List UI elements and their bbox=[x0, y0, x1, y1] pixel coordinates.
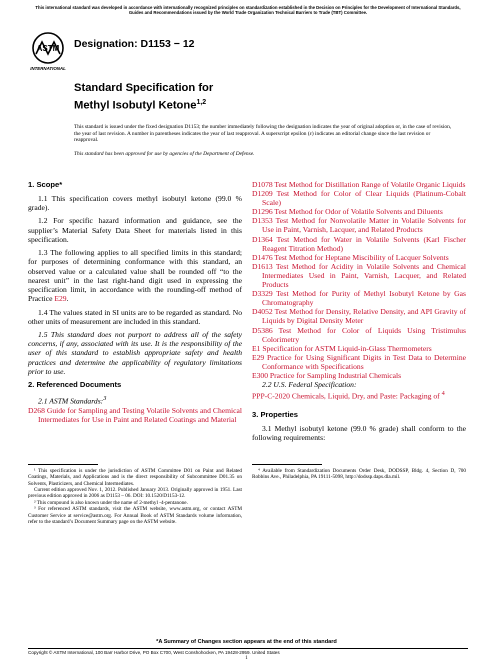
ref-code-link[interactable]: E300 bbox=[252, 370, 269, 380]
ref-code-link[interactable]: D4052 bbox=[252, 307, 273, 317]
ref-code-link[interactable]: E29 bbox=[252, 352, 265, 362]
page-number: 1 bbox=[245, 656, 248, 661]
ref-code-link[interactable]: PPP-C-2020 bbox=[252, 391, 290, 401]
footnote: ⁴ Available from Standardization Documents Order Desk, DODSSP, Bldg. 4, Section D, 700 Robbins Ave., Philadelphia, PA 19111-5098, http://dodssp.daps.dla.mil. bbox=[252, 467, 466, 481]
right-column bbox=[252, 180, 466, 481]
footnote: Current edition approved Nov. 1, 2012. Published January 2013. Originally approved in 1951. Last previous edition approved in 2006 as D1153 – 06. DOI: 10.1520/D1153-12. bbox=[28, 487, 242, 500]
ref-item: D1613 Test Method for Acidity in Volatile Solvents and Chemical Intermediates Used in Paint, Varnish, Lacquer, and Related Products bbox=[252, 261, 466, 290]
astm-logo bbox=[28, 30, 68, 76]
ref-item: PPP-C-2020 Chemicals, Liquid, Dry, and Paste: Packaging of $^4$ bbox=[252, 390, 445, 401]
ref-item: D1476 Test Method for Heptane Miscibility of Lacquer Solvents bbox=[252, 252, 449, 262]
footnote: ³ For referenced ASTM standards, visit the ASTM website, www.astm.org, or contact ASTM Customer Service at service@astm.org. For Annual Book of ASTM Standards volume information, refer to the standard’s Document Summary page on the ASTM website. bbox=[28, 506, 242, 526]
ref-code-link[interactable]: D1353 bbox=[252, 216, 273, 226]
ref-item: D268 Guide for Sampling and Testing Volatile Solvents and Chemical Intermediates for Use in Paint and Related Coatings and Material bbox=[28, 405, 242, 424]
title-line-2: Methyl Isobutyl Ketone$^{1,2}$ bbox=[74, 98, 207, 112]
scope-1-3: 1.3 The following applies to all specified limits in this standard; for purposes of determining conformance with this standard, an observed value or a calculated value shall be rounded off “to the nearest unit” in the last right-hand digit used in expressing the specification limit, in accordance with the rounding-off method of Practice E29. bbox=[28, 248, 242, 303]
ref-code-link[interactable]: D1613 bbox=[252, 261, 273, 271]
copyright: Copyright © ASTM International, 100 Barr Harbor Drive, PO Box C700, West Conshohocken, PA 19428-2959. United States bbox=[28, 648, 468, 655]
ref-item: D1364 Test Method for Water in Volatile Solvents (Karl Fischer Reagent Titration Method) bbox=[252, 234, 466, 253]
federal-spec-subheading: 2.2 U.S. Federal Specification: bbox=[262, 380, 357, 390]
ref-item: D1078 Test Method for Distillation Range of Volatile Organic Liquids bbox=[252, 180, 466, 189]
scope-1-1: 1.1 This specification covers methyl isobutyl ketone (99.0 % grade). bbox=[28, 193, 242, 212]
standards-notice: This international standard was developed in accordance with internationally recognized principles on standardization established in the Decision on Principles for the Development of International Standards, Guides and Recommendations issued by the World Trade Organization Technical Barriers to Trade (TBT) Committee. bbox=[35, 5, 461, 16]
approved-note: This standard has been approved for use by agencies of the Department of Defense. bbox=[74, 151, 255, 157]
ref-code-link[interactable]: D1476 bbox=[252, 252, 273, 262]
footnotes-left bbox=[28, 468, 242, 526]
document-title bbox=[74, 82, 213, 113]
properties-heading: 3. Properties bbox=[252, 409, 299, 419]
footnote: ² This compound is also known under the name of 2-methyl -4-pentanone. bbox=[34, 499, 188, 506]
referenced-heading: 2. Referenced Documents bbox=[28, 380, 122, 390]
scope-1-4: 1.4 The values stated in SI units are to be regarded as standard. No other units of measurement are included in this standard. bbox=[28, 307, 242, 326]
ref-item: E1 Specification for ASTM Liquid-in-Glass Thermometers bbox=[252, 343, 432, 353]
ref-item: D4052 Test Method for Density, Relative Density, and API Gravity of Liquids by Digital Density Meter bbox=[252, 307, 466, 326]
ref-item: D3329 Test Method for Purity of Methyl Isobutyl Ketone by Gas Chromatography bbox=[252, 289, 466, 308]
summary-note: *A Summary of Changes section appears at the end of this standard bbox=[156, 639, 337, 645]
astm-ref-list bbox=[252, 180, 466, 380]
ref-code-link[interactable]: D1078 bbox=[252, 180, 273, 189]
ref-item: D1353 Test Method for Nonvolatile Matter in Volatile Solvents for Use in Paint, Varnish, Lacquer, and Related Products bbox=[252, 216, 466, 235]
ref-code-link[interactable]: D1364 bbox=[252, 234, 273, 244]
properties-3-1: 3.1 Methyl isobutyl ketone (99.0 % grade) shall conform to the following requirements: bbox=[252, 423, 466, 442]
issue-note: This standard is issued under the fixed designation D1153; the number immediately following the designation indicates the year of original adoption or, in the case of revision, the year of last revision. A number in parentheses indicates the year of last reapproval. A superscript epsilon (ε) indicates an editorial change since the last revision or reapproval. bbox=[74, 124, 452, 144]
ref-item: D5386 Test Method for Color of Liquids Using Tristimulus Colorimetry bbox=[252, 325, 466, 344]
astm-standards-subheading: 2.1 ASTM Standards:$^3$ bbox=[38, 395, 107, 406]
ref-code-link[interactable]: E1 bbox=[252, 343, 261, 353]
e29-link[interactable]: E29 bbox=[54, 293, 67, 303]
ref-item: E29 Practice for Using Significant Digits in Test Data to Determine Conformance with Specifications bbox=[252, 352, 466, 371]
ref-code-link[interactable]: D3329 bbox=[252, 289, 273, 299]
ref-code-link[interactable]: D5386 bbox=[252, 325, 273, 335]
footnote-right bbox=[252, 468, 466, 481]
designation: Designation: D1153 − 12 bbox=[74, 38, 195, 50]
svg-text:ASTM: ASTM bbox=[36, 44, 60, 53]
scope-1-5: 1.5 This standard does not purport to address all of the safety concerns, if any, associated with its use. It is the responsibility of the user of this standard to establish appropriate safety and health practices and determine the applicability of regulatory limitations prior to use. bbox=[28, 330, 242, 376]
ref-code-link[interactable]: D268 bbox=[28, 405, 45, 415]
left-column bbox=[28, 180, 242, 526]
footnote-rule bbox=[28, 464, 98, 465]
ref-item: D1296 Test Method for Odor of Volatile Solvents and Diluents bbox=[252, 207, 443, 217]
title-line-1: Standard Specification for bbox=[74, 82, 214, 94]
ref-code-link[interactable]: D1209 bbox=[252, 189, 273, 199]
footnote-rule bbox=[252, 464, 322, 465]
ref-code-link[interactable]: D1296 bbox=[252, 207, 273, 217]
svg-text:INTERNATIONAL: INTERNATIONAL bbox=[30, 66, 66, 71]
footnote: ¹ This specification is under the jurisdiction of ASTM Committee D01 on Paint and Related Coatings, Materials, and Applications and is the direct responsibility of Subcommittee D01.35 on Solvents, Plasticizers, and Chemical Intermediates. bbox=[28, 467, 242, 487]
ref-item: E300 Practice for Sampling Industrial Chemicals bbox=[252, 370, 402, 380]
scope-1-2: 1.2 For specific hazard information and guidance, see the supplier’s Material Safety Data Sheet for materials listed in this specification. bbox=[28, 216, 242, 244]
ref-item: D1209 Test Method for Color of Clear Liquids (Platinum-Cobalt Scale) bbox=[252, 189, 466, 208]
scope-heading: 1. Scope* bbox=[28, 180, 63, 189]
